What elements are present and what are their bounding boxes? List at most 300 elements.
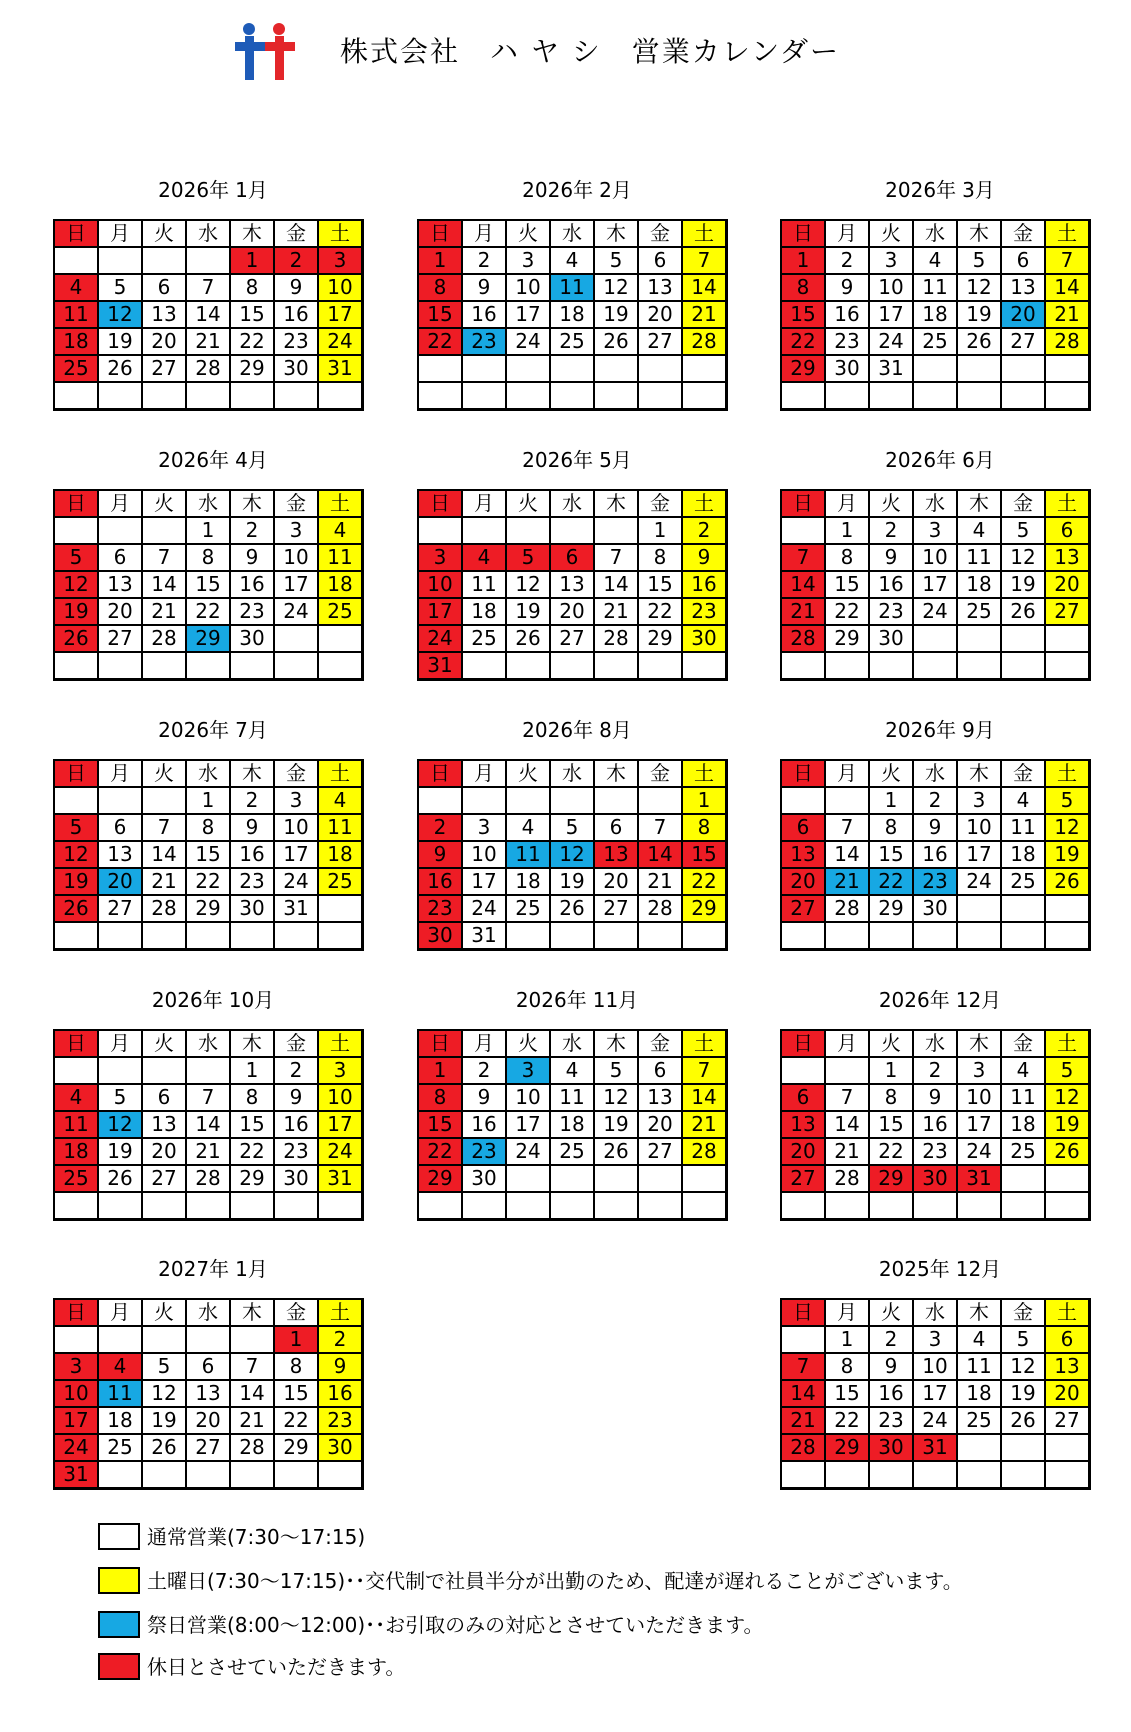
day-cell: 8 (870, 1085, 914, 1112)
day-cell: 25 (319, 599, 363, 626)
day-cell: 10 (507, 1085, 551, 1112)
day-cell: 1 (419, 1058, 463, 1085)
day-cell: 1 (275, 1327, 319, 1354)
day-cell: 13 (782, 842, 826, 869)
calendar-grid (418, 1030, 727, 1220)
day-cell: 24 (319, 1139, 363, 1166)
day-cell: 9 (319, 1354, 363, 1381)
day-cell: 26 (1002, 1408, 1046, 1435)
day-cell: 21 (826, 1139, 870, 1166)
empty-cell (143, 653, 187, 680)
weekday-header: 火 (870, 761, 914, 788)
day-cell: 17 (275, 842, 319, 869)
day-cell: 28 (683, 1139, 727, 1166)
day-cell: 22 (187, 599, 231, 626)
day-cell: 8 (187, 815, 231, 842)
empty-cell (639, 653, 683, 680)
day-cell: 5 (55, 815, 99, 842)
empty-cell (143, 923, 187, 950)
day-cell: 10 (507, 275, 551, 302)
day-cell: 18 (1002, 842, 1046, 869)
calendar-grid (54, 1299, 363, 1489)
empty-cell (914, 383, 958, 410)
day-cell: 14 (826, 1112, 870, 1139)
empty-cell (507, 1193, 551, 1220)
day-cell: 14 (683, 275, 727, 302)
day-cell: 28 (143, 626, 187, 653)
day-cell: 8 (419, 275, 463, 302)
legend-item-normal (98, 1523, 1098, 1553)
day-cell: 13 (1002, 275, 1046, 302)
empty-cell (595, 923, 639, 950)
day-cell: 28 (187, 356, 231, 383)
month-title: 2026年 12月 (878, 988, 1002, 1012)
day-cell: 13 (99, 842, 143, 869)
empty-cell (1046, 1166, 1090, 1193)
day-cell: 18 (551, 302, 595, 329)
empty-cell (782, 653, 826, 680)
day-cell: 8 (231, 275, 275, 302)
empty-cell (595, 788, 639, 815)
empty-cell (914, 923, 958, 950)
day-cell: 27 (1046, 1408, 1090, 1435)
weekday-header: 火 (507, 1031, 551, 1058)
day-cell: 30 (683, 626, 727, 653)
day-cell: 29 (419, 1166, 463, 1193)
day-cell: 9 (870, 1354, 914, 1381)
calendar-grid (418, 490, 727, 680)
day-cell: 16 (870, 572, 914, 599)
day-cell: 19 (1002, 1381, 1046, 1408)
empty-cell (958, 923, 1002, 950)
day-cell: 15 (782, 302, 826, 329)
empty-cell (143, 1327, 187, 1354)
weekday-header: 火 (143, 761, 187, 788)
empty-cell (595, 518, 639, 545)
day-cell: 7 (187, 275, 231, 302)
day-cell: 1 (782, 248, 826, 275)
empty-cell (187, 653, 231, 680)
day-cell: 18 (55, 329, 99, 356)
weekday-header: 木 (958, 1031, 1002, 1058)
day-cell: 7 (143, 545, 187, 572)
day-cell: 21 (143, 869, 187, 896)
day-cell: 12 (1046, 815, 1090, 842)
empty-cell (1046, 626, 1090, 653)
weekday-header: 月 (463, 1031, 507, 1058)
day-cell: 12 (143, 1381, 187, 1408)
day-cell: 26 (507, 626, 551, 653)
day-cell: 10 (870, 275, 914, 302)
day-cell: 20 (99, 599, 143, 626)
day-cell: 13 (639, 1085, 683, 1112)
day-cell: 15 (826, 572, 870, 599)
day-cell: 14 (826, 842, 870, 869)
day-cell: 1 (231, 248, 275, 275)
day-cell: 24 (275, 869, 319, 896)
weekday-header: 土 (1046, 761, 1090, 788)
empty-cell (1046, 1193, 1090, 1220)
day-cell: 7 (187, 1085, 231, 1112)
month-title: 2026年 3月 (885, 178, 995, 202)
day-cell: 27 (143, 1166, 187, 1193)
empty-cell (143, 248, 187, 275)
empty-cell (231, 923, 275, 950)
empty-cell (319, 896, 363, 923)
day-cell: 25 (55, 1166, 99, 1193)
day-cell: 15 (639, 572, 683, 599)
empty-cell (275, 1462, 319, 1489)
empty-cell (683, 383, 727, 410)
empty-cell (55, 248, 99, 275)
empty-cell (1002, 626, 1046, 653)
empty-cell (419, 356, 463, 383)
empty-cell (1002, 896, 1046, 923)
day-cell: 22 (639, 599, 683, 626)
day-cell: 3 (914, 518, 958, 545)
day-cell: 13 (143, 1112, 187, 1139)
empty-cell (143, 1462, 187, 1489)
day-cell: 8 (419, 1085, 463, 1112)
empty-cell (1046, 653, 1090, 680)
empty-cell (99, 383, 143, 410)
day-cell: 27 (1046, 599, 1090, 626)
day-cell: 11 (99, 1381, 143, 1408)
day-cell: 1 (231, 1058, 275, 1085)
weekday-header: 日 (419, 1031, 463, 1058)
empty-cell (639, 788, 683, 815)
weekday-header: 木 (595, 491, 639, 518)
day-cell: 17 (507, 302, 551, 329)
day-cell: 6 (595, 815, 639, 842)
day-cell: 3 (55, 1354, 99, 1381)
day-cell: 24 (463, 896, 507, 923)
day-cell: 17 (914, 1381, 958, 1408)
empty-cell (1002, 923, 1046, 950)
day-cell: 25 (958, 599, 1002, 626)
empty-cell (55, 788, 99, 815)
day-cell: 9 (683, 545, 727, 572)
day-cell: 20 (143, 329, 187, 356)
day-cell: 17 (419, 599, 463, 626)
empty-cell (143, 518, 187, 545)
day-cell: 29 (870, 1166, 914, 1193)
day-cell: 27 (639, 329, 683, 356)
weekday-header: 金 (1002, 761, 1046, 788)
day-cell: 5 (1002, 518, 1046, 545)
legend-label: 通常営業(7:30～17:15) (147, 1525, 366, 1549)
empty-cell (551, 518, 595, 545)
day-cell: 6 (639, 248, 683, 275)
day-cell: 17 (275, 572, 319, 599)
day-cell: 31 (463, 923, 507, 950)
legend-item-saturday (98, 1567, 1098, 1597)
day-cell: 22 (870, 869, 914, 896)
weekday-header: 木 (231, 1031, 275, 1058)
day-cell: 7 (595, 545, 639, 572)
day-cell: 17 (319, 302, 363, 329)
day-cell: 23 (870, 599, 914, 626)
empty-cell (1002, 1462, 1046, 1489)
day-cell: 22 (683, 869, 727, 896)
day-cell: 9 (914, 1085, 958, 1112)
weekday-header: 木 (958, 761, 1002, 788)
empty-cell (463, 356, 507, 383)
weekday-header: 月 (99, 1300, 143, 1327)
empty-cell (275, 1193, 319, 1220)
day-cell: 3 (958, 1058, 1002, 1085)
empty-cell (319, 1462, 363, 1489)
day-cell: 18 (551, 1112, 595, 1139)
weekday-header: 火 (143, 1300, 187, 1327)
weekday-header: 水 (187, 761, 231, 788)
day-cell: 10 (914, 545, 958, 572)
empty-cell (507, 1166, 551, 1193)
empty-cell (639, 1166, 683, 1193)
day-cell: 8 (231, 1085, 275, 1112)
empty-cell (231, 383, 275, 410)
empty-cell (99, 1327, 143, 1354)
day-cell: 7 (826, 815, 870, 842)
day-cell: 2 (870, 1327, 914, 1354)
legend-label: 祭日営業(8:00～12:00)･･お引取のみの対応とさせていただきます。 (147, 1613, 764, 1637)
empty-cell (55, 1327, 99, 1354)
day-cell: 28 (187, 1166, 231, 1193)
day-cell: 23 (463, 1139, 507, 1166)
weekday-header: 月 (99, 1031, 143, 1058)
day-cell: 19 (1046, 1112, 1090, 1139)
day-cell: 2 (826, 248, 870, 275)
weekday-header: 水 (914, 1300, 958, 1327)
day-cell: 25 (319, 869, 363, 896)
empty-cell (143, 383, 187, 410)
weekday-header: 日 (782, 1031, 826, 1058)
empty-cell (55, 1193, 99, 1220)
day-cell: 7 (782, 545, 826, 572)
day-cell: 20 (639, 1112, 683, 1139)
day-cell: 25 (55, 356, 99, 383)
day-cell: 17 (319, 1112, 363, 1139)
day-cell: 14 (595, 572, 639, 599)
empty-cell (782, 518, 826, 545)
empty-cell (99, 653, 143, 680)
weekday-header: 土 (1046, 1300, 1090, 1327)
day-cell: 25 (551, 329, 595, 356)
day-cell: 13 (1046, 545, 1090, 572)
empty-cell (683, 653, 727, 680)
month-title: 2026年 7月 (158, 718, 268, 742)
day-cell: 5 (551, 815, 595, 842)
day-cell: 18 (958, 1381, 1002, 1408)
day-cell: 16 (683, 572, 727, 599)
empty-cell (187, 248, 231, 275)
day-cell: 18 (319, 572, 363, 599)
day-cell: 6 (551, 545, 595, 572)
calendar-grid (781, 1030, 1090, 1220)
day-cell: 2 (914, 1058, 958, 1085)
day-cell: 26 (1046, 869, 1090, 896)
day-cell: 12 (55, 842, 99, 869)
day-cell: 18 (319, 842, 363, 869)
day-cell: 11 (463, 572, 507, 599)
weekday-header: 金 (275, 221, 319, 248)
weekday-header: 木 (958, 1300, 1002, 1327)
calendar-grid (418, 220, 727, 410)
empty-cell (463, 1193, 507, 1220)
weekday-header: 日 (419, 491, 463, 518)
day-cell: 16 (870, 1381, 914, 1408)
calendar-grid (781, 490, 1090, 680)
day-cell: 1 (870, 1058, 914, 1085)
month-title: 2025年 12月 (878, 1257, 1002, 1281)
empty-cell (782, 1058, 826, 1085)
day-cell: 11 (1002, 1085, 1046, 1112)
weekday-header: 日 (55, 761, 99, 788)
empty-cell (319, 923, 363, 950)
day-cell: 26 (595, 1139, 639, 1166)
weekday-header: 土 (319, 761, 363, 788)
weekday-header: 日 (55, 221, 99, 248)
day-cell: 6 (143, 275, 187, 302)
day-cell: 7 (143, 815, 187, 842)
day-cell: 29 (683, 896, 727, 923)
day-cell: 8 (870, 815, 914, 842)
day-cell: 2 (870, 518, 914, 545)
day-cell: 6 (1002, 248, 1046, 275)
day-cell: 10 (958, 1085, 1002, 1112)
empty-cell (958, 626, 1002, 653)
day-cell: 29 (187, 896, 231, 923)
empty-cell (55, 923, 99, 950)
day-cell: 26 (1002, 599, 1046, 626)
empty-cell (1046, 1462, 1090, 1489)
day-cell: 11 (319, 545, 363, 572)
day-cell: 19 (55, 599, 99, 626)
day-cell: 16 (463, 1112, 507, 1139)
weekday-header: 土 (319, 1031, 363, 1058)
company-logo (235, 22, 295, 82)
day-cell: 11 (914, 275, 958, 302)
day-cell: 12 (99, 1112, 143, 1139)
empty-cell (551, 356, 595, 383)
day-cell: 13 (551, 572, 595, 599)
day-cell: 14 (639, 842, 683, 869)
day-cell: 10 (914, 1354, 958, 1381)
day-cell: 17 (870, 302, 914, 329)
empty-cell (99, 1058, 143, 1085)
day-cell: 5 (1046, 1058, 1090, 1085)
day-cell: 27 (99, 626, 143, 653)
weekday-header: 火 (870, 1300, 914, 1327)
empty-cell (1002, 383, 1046, 410)
day-cell: 5 (55, 545, 99, 572)
weekday-header: 土 (319, 1300, 363, 1327)
day-cell: 11 (55, 302, 99, 329)
empty-cell (826, 788, 870, 815)
empty-cell (595, 383, 639, 410)
day-cell: 21 (187, 329, 231, 356)
empty-cell (958, 1462, 1002, 1489)
day-cell: 24 (55, 1435, 99, 1462)
day-cell: 21 (143, 599, 187, 626)
day-cell: 25 (463, 626, 507, 653)
weekday-header: 金 (639, 1031, 683, 1058)
day-cell: 23 (231, 599, 275, 626)
day-cell: 23 (914, 869, 958, 896)
day-cell: 17 (914, 572, 958, 599)
weekday-header: 土 (683, 761, 727, 788)
day-cell: 12 (595, 275, 639, 302)
weekday-header: 金 (275, 761, 319, 788)
empty-cell (1046, 923, 1090, 950)
day-cell: 2 (914, 788, 958, 815)
weekday-header: 水 (914, 1031, 958, 1058)
day-cell: 11 (551, 1085, 595, 1112)
day-cell: 28 (782, 626, 826, 653)
day-cell: 7 (782, 1354, 826, 1381)
day-cell: 12 (595, 1085, 639, 1112)
day-cell: 6 (782, 1085, 826, 1112)
day-cell: 28 (826, 896, 870, 923)
day-cell: 6 (143, 1085, 187, 1112)
day-cell: 23 (870, 1408, 914, 1435)
day-cell: 3 (870, 248, 914, 275)
page-title: 株式会社 ハ ヤ シ 営業カレンダー (340, 35, 840, 68)
weekday-header: 火 (143, 1031, 187, 1058)
day-cell: 7 (683, 248, 727, 275)
empty-cell (319, 383, 363, 410)
day-cell: 24 (275, 599, 319, 626)
legend-swatch (98, 1611, 140, 1638)
empty-cell (275, 653, 319, 680)
day-cell: 2 (463, 1058, 507, 1085)
empty-cell (914, 1462, 958, 1489)
day-cell: 22 (419, 329, 463, 356)
empty-cell (870, 923, 914, 950)
empty-cell (507, 653, 551, 680)
empty-cell (99, 1193, 143, 1220)
day-cell: 16 (826, 302, 870, 329)
day-cell: 4 (55, 1085, 99, 1112)
day-cell: 18 (1002, 1112, 1046, 1139)
day-cell: 19 (551, 869, 595, 896)
day-cell: 12 (55, 572, 99, 599)
empty-cell (187, 383, 231, 410)
day-cell: 8 (187, 545, 231, 572)
day-cell: 2 (683, 518, 727, 545)
day-cell: 11 (319, 815, 363, 842)
calendar-grid (781, 760, 1090, 950)
day-cell: 20 (143, 1139, 187, 1166)
day-cell: 27 (143, 356, 187, 383)
day-cell: 15 (870, 1112, 914, 1139)
day-cell: 27 (782, 1166, 826, 1193)
day-cell: 10 (419, 572, 463, 599)
day-cell: 30 (275, 1166, 319, 1193)
empty-cell (958, 653, 1002, 680)
weekday-header: 月 (463, 761, 507, 788)
empty-cell (639, 356, 683, 383)
day-cell: 13 (1046, 1354, 1090, 1381)
day-cell: 21 (826, 869, 870, 896)
day-cell: 2 (275, 248, 319, 275)
day-cell: 27 (187, 1435, 231, 1462)
calendar-grid (418, 760, 727, 950)
empty-cell (958, 356, 1002, 383)
day-cell: 24 (507, 1139, 551, 1166)
day-cell: 31 (275, 896, 319, 923)
day-cell: 3 (914, 1327, 958, 1354)
